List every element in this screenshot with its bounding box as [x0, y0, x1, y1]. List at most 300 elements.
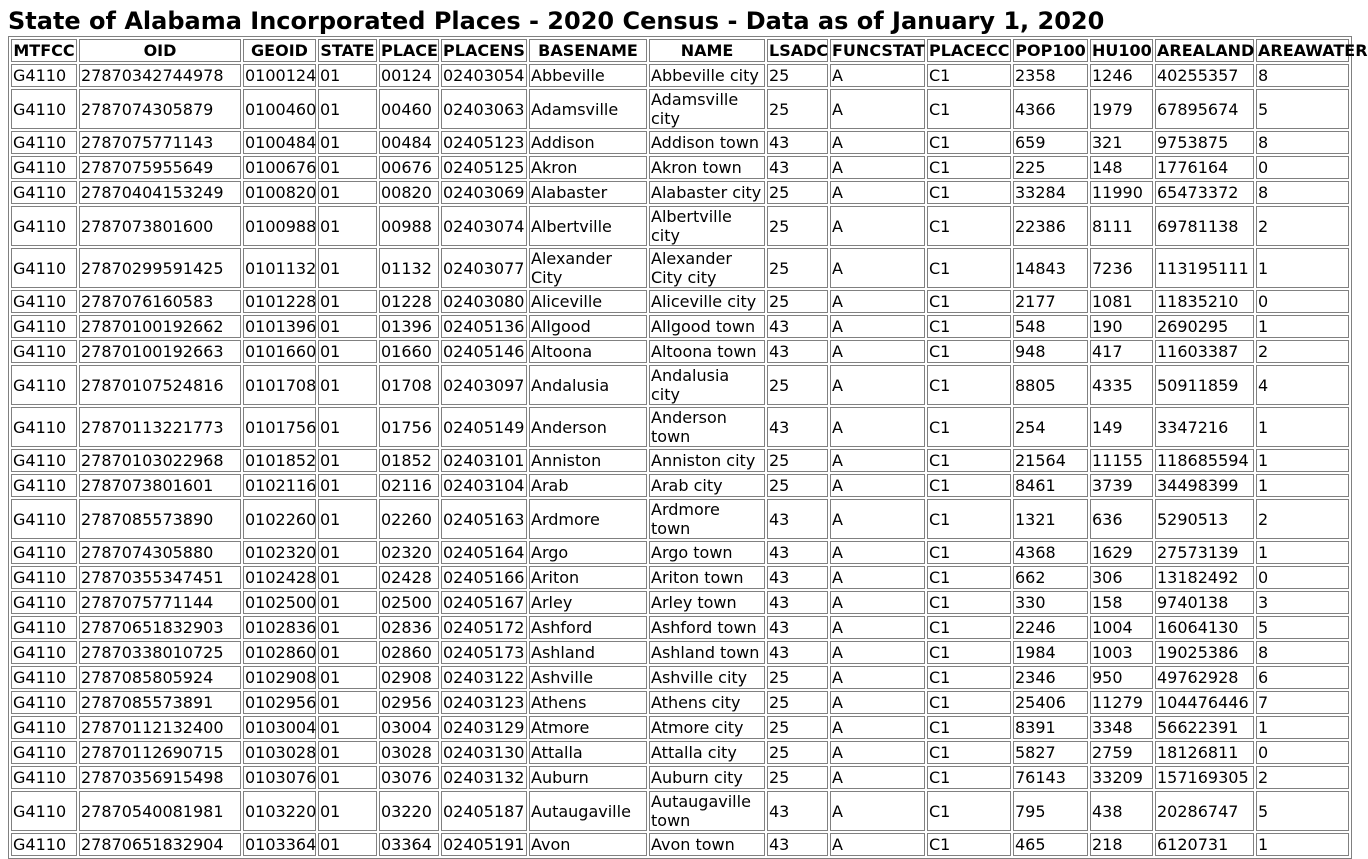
- cell-geoid: 0102860: [245, 643, 317, 662]
- cell-placens: 02405123: [441, 131, 527, 154]
- cell-lsadc: 43: [767, 616, 828, 639]
- cell-pop100: 21564: [1013, 449, 1088, 472]
- cell-hu100: 1003: [1090, 641, 1153, 664]
- cell-state: 01: [318, 365, 377, 405]
- cell-oid: 2787085573891: [79, 691, 241, 714]
- cell-hu100: 417: [1090, 340, 1153, 363]
- cell-arealand: 6120731: [1155, 833, 1254, 856]
- cell-areawater: 2: [1256, 499, 1349, 539]
- cell-pop100: 76143: [1013, 766, 1088, 789]
- cell-name: Athens city: [649, 691, 765, 714]
- cell-areawater: 8: [1256, 641, 1349, 664]
- cell-geoid: 0102908: [245, 668, 317, 687]
- cell-pop100: 2346: [1013, 666, 1088, 689]
- cell-placecc: C1: [927, 833, 1011, 856]
- cell-placens: 02403132: [441, 766, 527, 789]
- page-title: State of Alabama Incorporated Places - 2020 Census - Data as of January 1, 2020: [8, 7, 1105, 35]
- cell-lsadc: 25: [767, 449, 828, 472]
- cell-place: 01660: [379, 340, 439, 363]
- cell-funcstat: A: [830, 290, 925, 313]
- cell-pop100: 330: [1013, 591, 1088, 614]
- cell-funcstat: A: [830, 181, 925, 204]
- cell-oid: 27870404153249: [79, 181, 241, 204]
- cell-arealand: 2690295: [1155, 315, 1254, 338]
- cell-geoid: 0101708: [243, 365, 316, 405]
- cell-funcstat: A: [830, 766, 925, 789]
- cell-name: Alabaster city: [649, 181, 765, 204]
- cell-placecc: C1: [927, 248, 1011, 288]
- cell-hu100: 190: [1090, 315, 1153, 338]
- cell-name: Albertville city: [649, 206, 765, 246]
- cell-mtfcc: G4110: [11, 89, 77, 129]
- cell-placens: 02403101: [441, 449, 527, 472]
- cell-lsadc: 43: [767, 499, 828, 539]
- cell-basename: Ashville: [529, 666, 647, 689]
- table-row: [11, 315, 1349, 338]
- cell-arealand: 49762928: [1155, 666, 1254, 689]
- table-row: [11, 716, 1349, 739]
- cell-mtfcc: G4110: [11, 616, 77, 639]
- cell-oid: 2787074305880: [79, 541, 241, 564]
- cell-name: Ashland town: [649, 641, 765, 664]
- cell-name: Aliceville city: [649, 290, 765, 313]
- cell-mtfcc: G4110: [11, 641, 77, 664]
- cell-placecc: C1: [927, 716, 1011, 739]
- cell-hu100: 321: [1090, 131, 1153, 154]
- cell-placens: 02405125: [441, 156, 527, 179]
- cell-mtfcc: G4110: [11, 833, 77, 856]
- cell-basename: Anderson: [529, 407, 647, 447]
- cell-basename: Akron: [529, 156, 647, 179]
- cell-placens: 02403080: [441, 290, 527, 313]
- cell-state: 01: [318, 89, 377, 129]
- cell-placecc: C1: [927, 791, 1011, 831]
- cell-placecc: C1: [927, 315, 1011, 338]
- cell-placecc: C1: [927, 566, 1011, 589]
- cell-areawater: 7: [1256, 691, 1349, 714]
- cell-basename: Allgood: [529, 315, 647, 338]
- cell-basename: Attalla: [529, 741, 647, 764]
- cell-funcstat: A: [830, 64, 925, 87]
- cell-lsadc: 43: [767, 641, 828, 664]
- cell-placens: 02403122: [441, 666, 527, 689]
- cell-areawater: 1: [1256, 248, 1349, 288]
- cell-geoid: 0101756: [243, 407, 316, 447]
- cell-oid: 27870651832904: [79, 833, 241, 856]
- cell-geoid: 0103364: [245, 835, 317, 854]
- cell-oid: 2787075955649: [79, 156, 241, 179]
- cell-basename: Athens: [529, 691, 647, 714]
- cell-geoid: 0102320: [245, 543, 317, 562]
- cell-oid: 27870356915498: [79, 766, 241, 789]
- cell-place: 02428: [379, 566, 439, 589]
- column-header-lsadc: LSADC: [769, 41, 829, 60]
- cell-arealand: 13182492: [1155, 566, 1254, 589]
- cell-basename: Argo: [529, 541, 647, 564]
- cell-placecc: C1: [927, 290, 1011, 313]
- cell-oid: 2787075771144: [79, 591, 241, 614]
- cell-basename: Atmore: [529, 716, 647, 739]
- cell-state: 01: [318, 449, 377, 472]
- cell-mtfcc: G4110: [11, 290, 77, 313]
- cell-hu100: 636: [1090, 499, 1153, 539]
- cell-lsadc: 25: [767, 248, 828, 288]
- cell-areawater: 0: [1256, 566, 1349, 589]
- cell-state: 01: [318, 131, 377, 154]
- table-row: [11, 641, 1349, 664]
- cell-placens: 02403069: [441, 181, 527, 204]
- cell-name: Addison town: [649, 131, 765, 154]
- cell-place: 02836: [379, 616, 439, 639]
- cell-lsadc: 25: [767, 666, 828, 689]
- cell-oid: 27870651832903: [79, 616, 241, 639]
- cell-funcstat: A: [830, 641, 925, 664]
- cell-state: 01: [318, 407, 377, 447]
- cell-place: 00676: [379, 156, 439, 179]
- cell-state: 01: [318, 766, 377, 789]
- cell-state: 01: [318, 666, 377, 689]
- cell-hu100: 7236: [1090, 248, 1153, 288]
- cell-mtfcc: G4110: [11, 131, 77, 154]
- cell-place: 01132: [379, 248, 439, 288]
- cell-mtfcc: G4110: [11, 716, 77, 739]
- cell-name: Andalusia city: [649, 365, 765, 405]
- cell-funcstat: A: [830, 131, 925, 154]
- cell-areawater: 2: [1256, 340, 1349, 363]
- cell-arealand: 19025386: [1155, 641, 1254, 664]
- cell-place: 00124: [379, 64, 439, 87]
- cell-state: 01: [318, 641, 377, 664]
- cell-hu100: 11990: [1090, 181, 1153, 204]
- cell-arealand: 65473372: [1155, 181, 1254, 204]
- cell-arealand: 20286747: [1155, 791, 1254, 831]
- cell-name: Altoona town: [649, 340, 765, 363]
- cell-placecc: C1: [927, 64, 1011, 87]
- cell-placens: 02403130: [441, 741, 527, 764]
- cell-geoid: 0101228: [245, 292, 317, 311]
- cell-arealand: 50911859: [1155, 365, 1254, 405]
- cell-geoid: 0103076: [245, 768, 317, 787]
- table-row: [11, 616, 1349, 639]
- cell-areawater: 5: [1256, 616, 1349, 639]
- cell-oid: 2787075771143: [79, 131, 241, 154]
- cell-basename: Ariton: [529, 566, 647, 589]
- cell-hu100: 1629: [1090, 541, 1153, 564]
- cell-placens: 02405163: [441, 499, 527, 539]
- cell-place: 01852: [379, 449, 439, 472]
- cell-lsadc: 25: [767, 290, 828, 313]
- cell-placecc: C1: [927, 449, 1011, 472]
- cell-areawater: 0: [1256, 156, 1349, 179]
- cell-funcstat: A: [830, 340, 925, 363]
- cell-mtfcc: G4110: [11, 181, 77, 204]
- cell-placecc: C1: [927, 691, 1011, 714]
- cell-pop100: 33284: [1013, 181, 1088, 204]
- cell-placens: 02403054: [441, 64, 527, 87]
- cell-pop100: 465: [1013, 833, 1088, 856]
- cell-placens: 02405187: [441, 791, 527, 831]
- cell-pop100: 2246: [1013, 616, 1088, 639]
- table-row: [11, 691, 1349, 714]
- cell-name: Anderson town: [649, 407, 765, 447]
- cell-arealand: 69781138: [1155, 206, 1254, 246]
- cell-oid: 27870540081981: [79, 791, 241, 831]
- cell-funcstat: A: [830, 566, 925, 589]
- column-header-geoid: GEOID: [243, 39, 316, 62]
- cell-placecc: C1: [927, 741, 1011, 764]
- table-row: [11, 474, 1349, 497]
- cell-placens: 02405136: [441, 315, 527, 338]
- cell-hu100: 306: [1090, 566, 1153, 589]
- cell-lsadc: 43: [767, 407, 828, 447]
- cell-oid: 27870107524816: [79, 365, 241, 405]
- cell-lsadc: 43: [767, 131, 828, 154]
- cell-hu100: 438: [1090, 791, 1153, 831]
- table-row: [11, 741, 1349, 764]
- table-row: [11, 407, 1349, 447]
- cell-placens: 02405164: [441, 541, 527, 564]
- cell-areawater: 8: [1256, 181, 1349, 204]
- column-header-mtfcc: MTFCC: [11, 39, 77, 62]
- cell-funcstat: A: [830, 616, 925, 639]
- cell-pop100: 8391: [1013, 716, 1088, 739]
- cell-pop100: 1984: [1013, 641, 1088, 664]
- cell-pop100: 14843: [1013, 248, 1088, 288]
- cell-pop100: 2177: [1013, 290, 1088, 313]
- cell-place: 01756: [379, 407, 439, 447]
- cell-placecc: C1: [927, 206, 1011, 246]
- cell-mtfcc: G4110: [11, 340, 77, 363]
- cell-placecc: C1: [927, 365, 1011, 405]
- cell-mtfcc: G4110: [11, 766, 77, 789]
- cell-lsadc: 43: [767, 566, 828, 589]
- cell-placens: 02405146: [441, 340, 527, 363]
- table-row: [11, 566, 1349, 589]
- cell-arealand: 18126811: [1155, 741, 1254, 764]
- cell-hu100: 149: [1090, 407, 1153, 447]
- cell-name: Argo town: [649, 541, 765, 564]
- cell-mtfcc: G4110: [11, 206, 77, 246]
- cell-arealand: 5290513: [1155, 499, 1254, 539]
- cell-name: Alexander City city: [649, 248, 765, 288]
- cell-pop100: 8805: [1013, 365, 1088, 405]
- cell-basename: Ardmore: [529, 499, 647, 539]
- column-header-funcstat: FUNCSTAT: [832, 41, 925, 60]
- cell-lsadc: 25: [767, 741, 828, 764]
- column-header-name: NAME: [649, 39, 765, 62]
- cell-hu100: 1979: [1090, 89, 1153, 129]
- cell-oid: 2787076160583: [79, 290, 241, 313]
- cell-placecc: C1: [927, 131, 1011, 154]
- cell-hu100: 1081: [1090, 290, 1153, 313]
- table-body: [11, 64, 1349, 856]
- table-row: [11, 766, 1349, 789]
- cell-geoid: 0100124: [245, 66, 317, 85]
- cell-funcstat: A: [830, 156, 925, 179]
- cell-funcstat: A: [830, 407, 925, 447]
- cell-arealand: 11603387: [1155, 340, 1254, 363]
- column-header-placecc: PLACECC: [929, 41, 1010, 60]
- cell-basename: Andalusia: [529, 365, 647, 405]
- cell-place: 03364: [379, 833, 439, 856]
- cell-state: 01: [318, 691, 377, 714]
- cell-arealand: 1776164: [1155, 156, 1254, 179]
- cell-geoid: 0100484: [245, 133, 317, 152]
- cell-placecc: C1: [927, 181, 1011, 204]
- cell-arealand: 67895674: [1155, 89, 1254, 129]
- cell-placecc: C1: [927, 641, 1011, 664]
- cell-lsadc: 25: [767, 365, 828, 405]
- table-row: [11, 499, 1349, 539]
- cell-geoid: 0101852: [245, 451, 317, 470]
- table-row: [11, 64, 1349, 87]
- cell-oid: 2787085805924: [79, 666, 241, 689]
- cell-state: 01: [318, 315, 377, 338]
- cell-oid: 27870338010725: [79, 641, 241, 664]
- cell-lsadc: 25: [767, 89, 828, 129]
- cell-lsadc: 43: [767, 156, 828, 179]
- cell-areawater: 1: [1256, 833, 1349, 856]
- cell-placecc: C1: [927, 499, 1011, 539]
- table-row: [11, 541, 1349, 564]
- cell-mtfcc: G4110: [11, 449, 77, 472]
- cell-basename: Arab: [529, 474, 647, 497]
- cell-funcstat: A: [830, 315, 925, 338]
- cell-funcstat: A: [830, 206, 925, 246]
- cell-state: 01: [318, 833, 377, 856]
- cell-state: 01: [318, 791, 377, 831]
- cell-basename: Aliceville: [529, 290, 647, 313]
- cell-funcstat: A: [830, 89, 925, 129]
- column-header-state: STATE: [318, 39, 377, 62]
- cell-lsadc: 25: [767, 691, 828, 714]
- cell-basename: Arley: [529, 591, 647, 614]
- cell-placecc: C1: [927, 666, 1011, 689]
- cell-geoid: 0103220: [243, 791, 316, 831]
- cell-geoid: 0102260: [243, 499, 316, 539]
- cell-geoid: 0102956: [245, 693, 317, 712]
- cell-placens: 02403123: [441, 691, 527, 714]
- cell-place: 00484: [379, 131, 439, 154]
- cell-hu100: 11279: [1090, 691, 1153, 714]
- cell-state: 01: [318, 616, 377, 639]
- cell-mtfcc: G4110: [11, 365, 77, 405]
- cell-geoid: 0100988: [243, 206, 316, 246]
- cell-arealand: 9740138: [1155, 591, 1254, 614]
- cell-name: Adamsville city: [649, 89, 765, 129]
- cell-place: 01228: [379, 290, 439, 313]
- table-row: [11, 833, 1349, 856]
- table-row: [11, 89, 1349, 129]
- cell-name: Arab city: [649, 474, 765, 497]
- cell-geoid: 0102428: [245, 568, 317, 587]
- cell-areawater: 1: [1256, 407, 1349, 447]
- cell-mtfcc: G4110: [11, 156, 77, 179]
- cell-name: Arley town: [649, 591, 765, 614]
- cell-mtfcc: G4110: [11, 474, 77, 497]
- cell-name: Ashville city: [649, 666, 765, 689]
- cell-geoid: 0103028: [245, 743, 317, 762]
- cell-mtfcc: G4110: [11, 248, 77, 288]
- cell-lsadc: 25: [767, 206, 828, 246]
- cell-basename: Altoona: [529, 340, 647, 363]
- cell-geoid: 0100820: [245, 183, 317, 202]
- cell-lsadc: 25: [767, 716, 828, 739]
- cell-basename: Alexander City: [529, 248, 647, 288]
- cell-arealand: 104476446: [1155, 691, 1254, 714]
- cell-hu100: 33209: [1090, 766, 1153, 789]
- cell-oid: 27870112690715: [79, 741, 241, 764]
- cell-state: 01: [318, 741, 377, 764]
- cell-placens: 02405166: [441, 566, 527, 589]
- cell-mtfcc: G4110: [11, 566, 77, 589]
- cell-geoid: 0100460: [243, 89, 316, 129]
- cell-placens: 02403074: [441, 206, 527, 246]
- table-row: [11, 181, 1349, 204]
- cell-name: Attalla city: [649, 741, 765, 764]
- cell-name: Ariton town: [649, 566, 765, 589]
- cell-areawater: 1: [1256, 474, 1349, 497]
- cell-place: 02956: [379, 691, 439, 714]
- cell-state: 01: [318, 499, 377, 539]
- cell-placens: 02405191: [441, 833, 527, 856]
- cell-oid: 27870100192663: [79, 340, 241, 363]
- cell-lsadc: 43: [767, 340, 828, 363]
- cell-name: Akron town: [649, 156, 765, 179]
- cell-pop100: 25406: [1013, 691, 1088, 714]
- cell-pop100: 5827: [1013, 741, 1088, 764]
- cell-arealand: 113195111: [1155, 248, 1254, 288]
- cell-oid: 27870113221773: [79, 407, 241, 447]
- cell-basename: Abbeville: [529, 64, 647, 87]
- column-header-hu100: HU100: [1092, 41, 1152, 60]
- cell-name: Avon town: [649, 833, 765, 856]
- table-row: [11, 449, 1349, 472]
- cell-state: 01: [318, 716, 377, 739]
- cell-oid: 2787074305879: [79, 89, 241, 129]
- cell-hu100: 8111: [1090, 206, 1153, 246]
- cell-name: Ashford town: [649, 616, 765, 639]
- cell-arealand: 27573139: [1155, 541, 1254, 564]
- cell-arealand: 16064130: [1155, 616, 1254, 639]
- cell-pop100: 795: [1013, 791, 1088, 831]
- cell-basename: Albertville: [529, 206, 647, 246]
- cell-geoid: 0101660: [245, 342, 317, 361]
- cell-place: 00820: [379, 181, 439, 204]
- cell-basename: Alabaster: [529, 181, 647, 204]
- cell-hu100: 158: [1090, 591, 1153, 614]
- cell-funcstat: A: [830, 449, 925, 472]
- cell-funcstat: A: [830, 833, 925, 856]
- cell-basename: Avon: [529, 833, 647, 856]
- cell-areawater: 0: [1256, 741, 1349, 764]
- cell-place: 03076: [379, 766, 439, 789]
- cell-lsadc: 25: [767, 64, 828, 87]
- column-header-place: PLACE: [381, 41, 438, 60]
- cell-hu100: 1246: [1090, 64, 1153, 87]
- table-row: [11, 666, 1349, 689]
- table-row: [11, 131, 1349, 154]
- cell-place: 02908: [379, 666, 439, 689]
- table-row: [11, 340, 1349, 363]
- column-header-placens: PLACENS: [441, 39, 527, 62]
- cell-mtfcc: G4110: [11, 741, 77, 764]
- cell-name: Abbeville city: [649, 64, 765, 87]
- cell-areawater: 5: [1256, 791, 1349, 831]
- cell-geoid: 0103004: [245, 718, 317, 737]
- cell-areawater: 0: [1256, 290, 1349, 313]
- cell-placens: 02403104: [441, 474, 527, 497]
